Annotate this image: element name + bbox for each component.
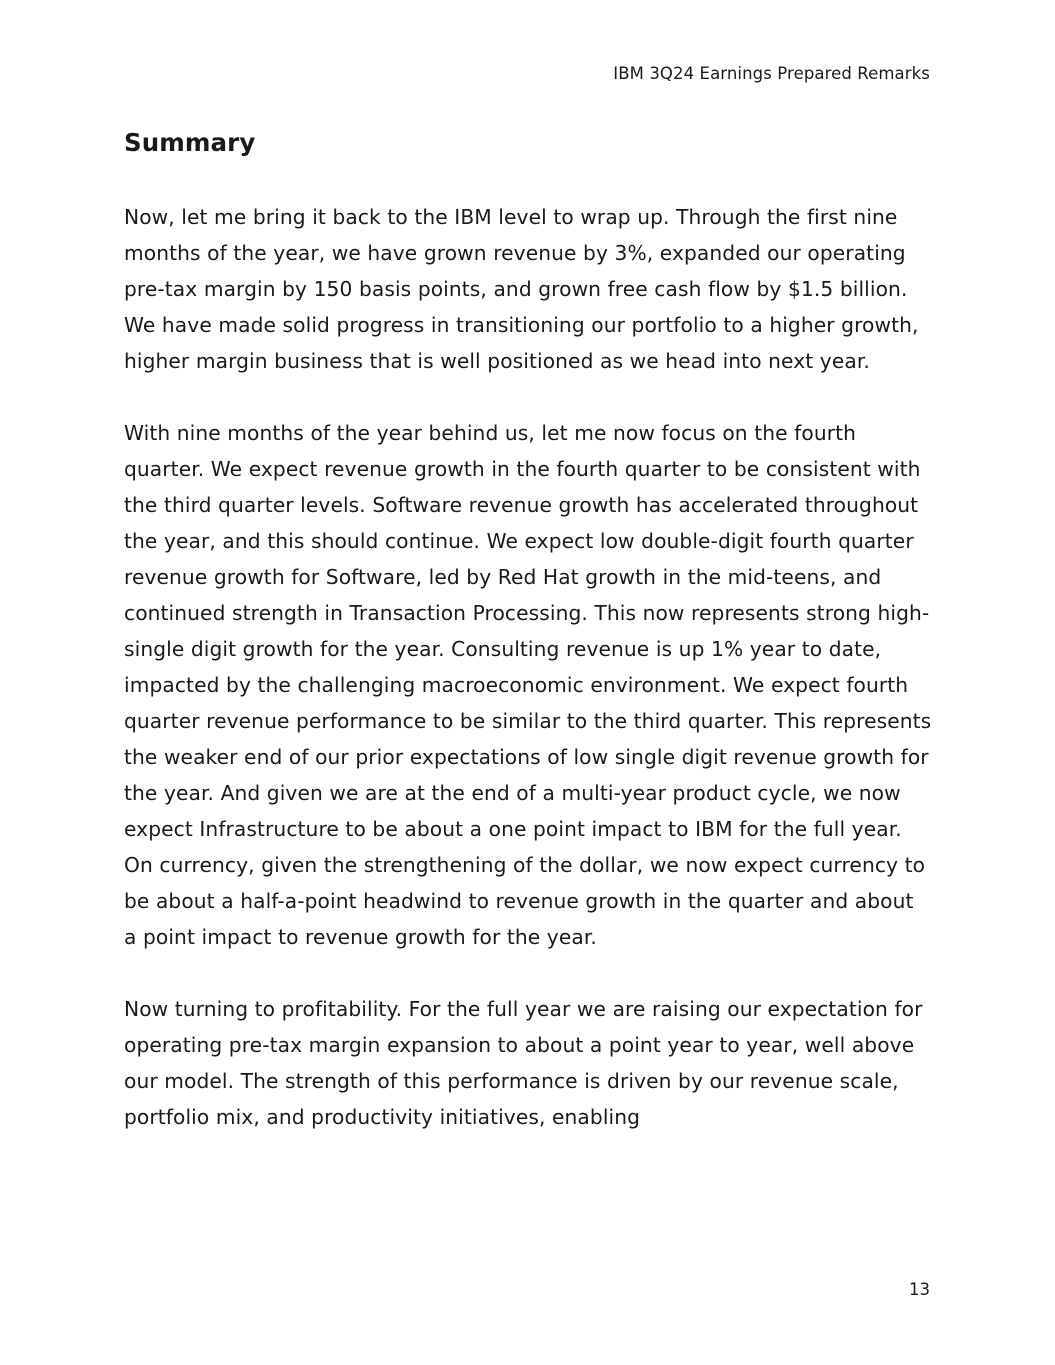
paragraph-1: Now, let me bring it back to the IBM level to wrap up. Through the first nine months of the year, we have grown revenue by 3%, expanded our operating pre-tax margin by 150 basis points, and grown free cash flow by $1.5 billion. We have made solid progress in transitioning our portfolio to a higher growth, higher margin business that is well positioned as we head into next year. (124, 205, 919, 373)
section-title: Summary (124, 128, 256, 157)
document-header: IBM 3Q24 Earnings Prepared Remarks (613, 64, 930, 83)
page-number: 13 (909, 1280, 930, 1299)
paragraph-2: With nine months of the year behind us, let me now focus on the fourth quarter. We expect revenue growth in the fourth quarter to be consistent with the third quarter levels. Software revenue growth has accelerated throughout the year, and this should continue. We expect low double-digit fourth quarter revenue growth for Software, led by Red Hat growth in the mid-teens, and continued strength in Transaction Processing. This now represents strong high-single digit growth for the year. Consulting revenue is up 1% year to date, impacted by the challenging macroeconomic environment. We expect fourth quarter revenue performance to be similar to the third quarter. This represents the weaker end of our prior expectations of low single digit revenue growth for the year. And given we are at the end of a multi-year product cycle, we now expect Infrastructure to be about a one point impact to IBM for the full year. On currency, given the strengthening of the dollar, we now expect currency to be about a half-a-point headwind to revenue growth in the quarter and about a point impact to revenue growth for the year. (124, 421, 932, 949)
document-body (124, 125, 932, 1135)
paragraph-3: Now turning to profitability. For the full year we are raising our expectation for operating pre-tax margin expansion to about a point year to year, well above our model. The strength of this performance is driven by our revenue scale, portfolio mix, and productivity initiatives, enabling (124, 997, 923, 1129)
